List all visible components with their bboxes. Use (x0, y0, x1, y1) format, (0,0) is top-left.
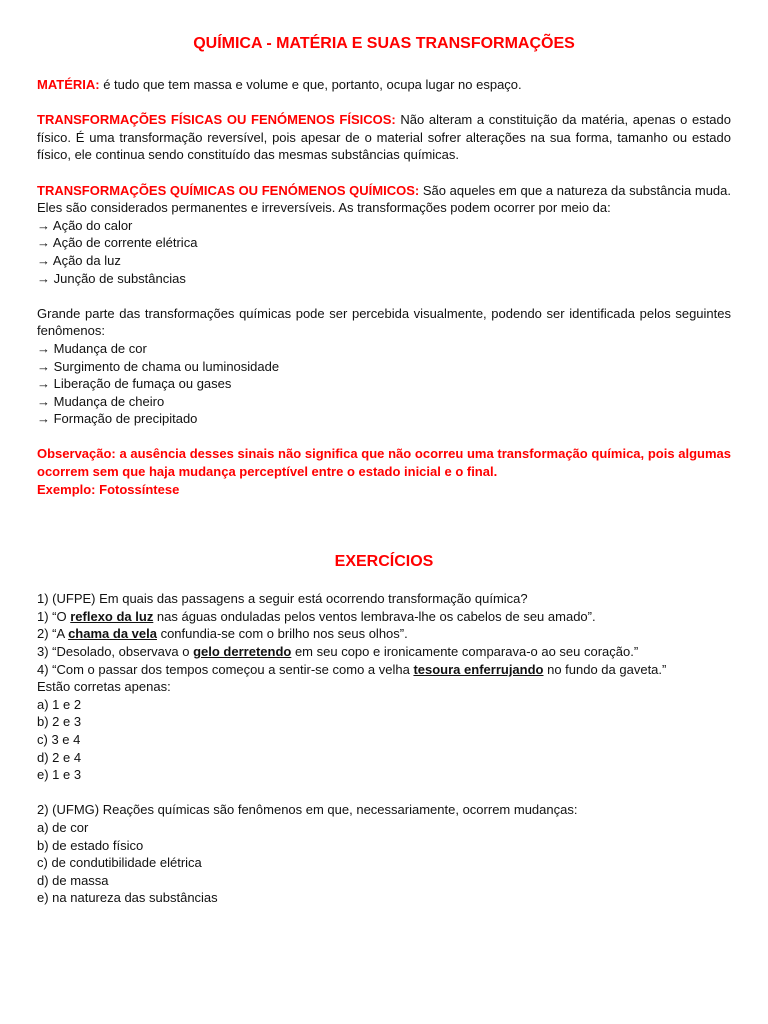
quimicas-paragraph (37, 182, 731, 217)
answer-option: e) na natureza das substâncias (37, 890, 218, 906)
fenomenos-intro: Grande parte das transformações químicas pode ser percebida visualmente, podendo ser identificada pelos seguintes fenômenos: (37, 305, 731, 339)
list-item: → Formação de precipitado (37, 411, 198, 427)
passage-2 (37, 625, 731, 643)
fisicas-paragraph (37, 111, 731, 164)
fenomenos-list (37, 340, 731, 428)
passage-highlight: reflexo da luz (70, 608, 154, 624)
passage-text: 1) “O (37, 608, 71, 624)
passage-highlight: tesoura enferrujando (413, 661, 544, 677)
list-item: → Liberação de fumaça ou gases (37, 376, 232, 392)
answer-option: b) 2 e 3 (37, 714, 82, 730)
document-page (37, 34, 731, 907)
page-title: QUÍMICA - MATÉRIA E SUAS TRANSFORMAÇÕES (193, 35, 575, 52)
list-item: → Surgimento de chama ou luminosidade (37, 358, 280, 374)
passage-text: no fundo da gaveta.” (543, 661, 667, 677)
answer-option: c) de condutibilidade elétrica (37, 855, 202, 871)
materia-paragraph (37, 76, 731, 94)
answer-option: d) de massa (37, 872, 109, 888)
observacao-text: Observação: a ausência desses sinais não significa que não ocorreu uma transformação química, pois algumas ocorrem sem que haja mudança perceptível entre o estado inicial e o final. (37, 446, 731, 480)
passage-highlight: gelo derretendo (193, 644, 292, 660)
passage-3 (37, 643, 731, 661)
question-stem: 1) (UFPE) Em quais das passagens a seguir está ocorrendo transformação química? (37, 591, 528, 607)
answer-option: b) de estado físico (37, 837, 144, 853)
exercicios-title: EXERCÍCIOS (334, 553, 434, 571)
passage-text: 4) “Com o passar dos tempos começou a sentir-se como a velha (37, 661, 414, 677)
quimicas-text: São aqueles em que a natureza da substância muda. Eles são considerados permanentes e irreversíveis. As transformações podem ocorrer por meio da: (37, 182, 731, 216)
fisicas-text: Não alteram a constituição da matéria, apenas o estado físico. É uma transformação reversível, pois apesar de o material sofrer alterações na sua forma, tamanho ou estado físico, ele continua sendo constituído das mesmas substâncias químicas. (37, 112, 731, 163)
passage-text: 2) “A (37, 626, 69, 642)
list-item: → Mudança de cor (37, 340, 147, 356)
passage-text: em seu copo e ironicamente comparava-o ao seu coração.” (291, 644, 639, 660)
question-stem: 2) (UFMG) Reações químicas são fenômenos em que, necessariamente, ocorrem mudanças: (37, 802, 578, 818)
list-item: → Junção de substâncias (37, 270, 186, 286)
question-1 (37, 590, 731, 784)
fisicas-label: TRANSFORMAÇÕES FÍSICAS OU FENÓMENOS FÍSICOS: (37, 112, 396, 128)
list-item: → Ação de corrente elétrica (37, 235, 198, 251)
quimicas-list (37, 217, 731, 287)
materia-label: MATÉRIA: (37, 77, 100, 92)
passage-text: nas águas onduladas pelos ventos lembrava-lhe os cabelos de seu amado”. (153, 608, 596, 624)
passage-text: 3) “Desolado, observava o (37, 644, 194, 660)
passage-1 (37, 608, 731, 626)
answer-option: a) de cor (37, 819, 89, 835)
observacao-exemplo: Exemplo: Fotossíntese (37, 481, 180, 497)
passage-4 (37, 661, 731, 679)
materia-text: é tudo que tem massa e volume e que, portanto, ocupa lugar no espaço. (99, 77, 522, 92)
list-item: → Ação da luz (37, 252, 121, 268)
question-2 (37, 801, 731, 907)
passage-text: confundia-se com o brilho nos seus olhos”. (156, 626, 408, 642)
answer-option: a) 1 e 2 (37, 696, 82, 712)
answer-option: d) 2 e 4 (37, 749, 82, 765)
question-prompt: Estão corretas apenas: (37, 679, 171, 695)
quimicas-label: TRANSFORMAÇÕES QUÍMICAS OU FENÓMENOS QUÍMICOS: (37, 182, 420, 198)
passage-highlight: chama da vela (68, 626, 157, 642)
answer-option: c) 3 e 4 (37, 732, 81, 747)
list-item: → Mudança de cheiro (37, 393, 165, 409)
list-item: → Ação do calor (37, 217, 133, 233)
answer-option: e) 1 e 3 (37, 767, 82, 783)
